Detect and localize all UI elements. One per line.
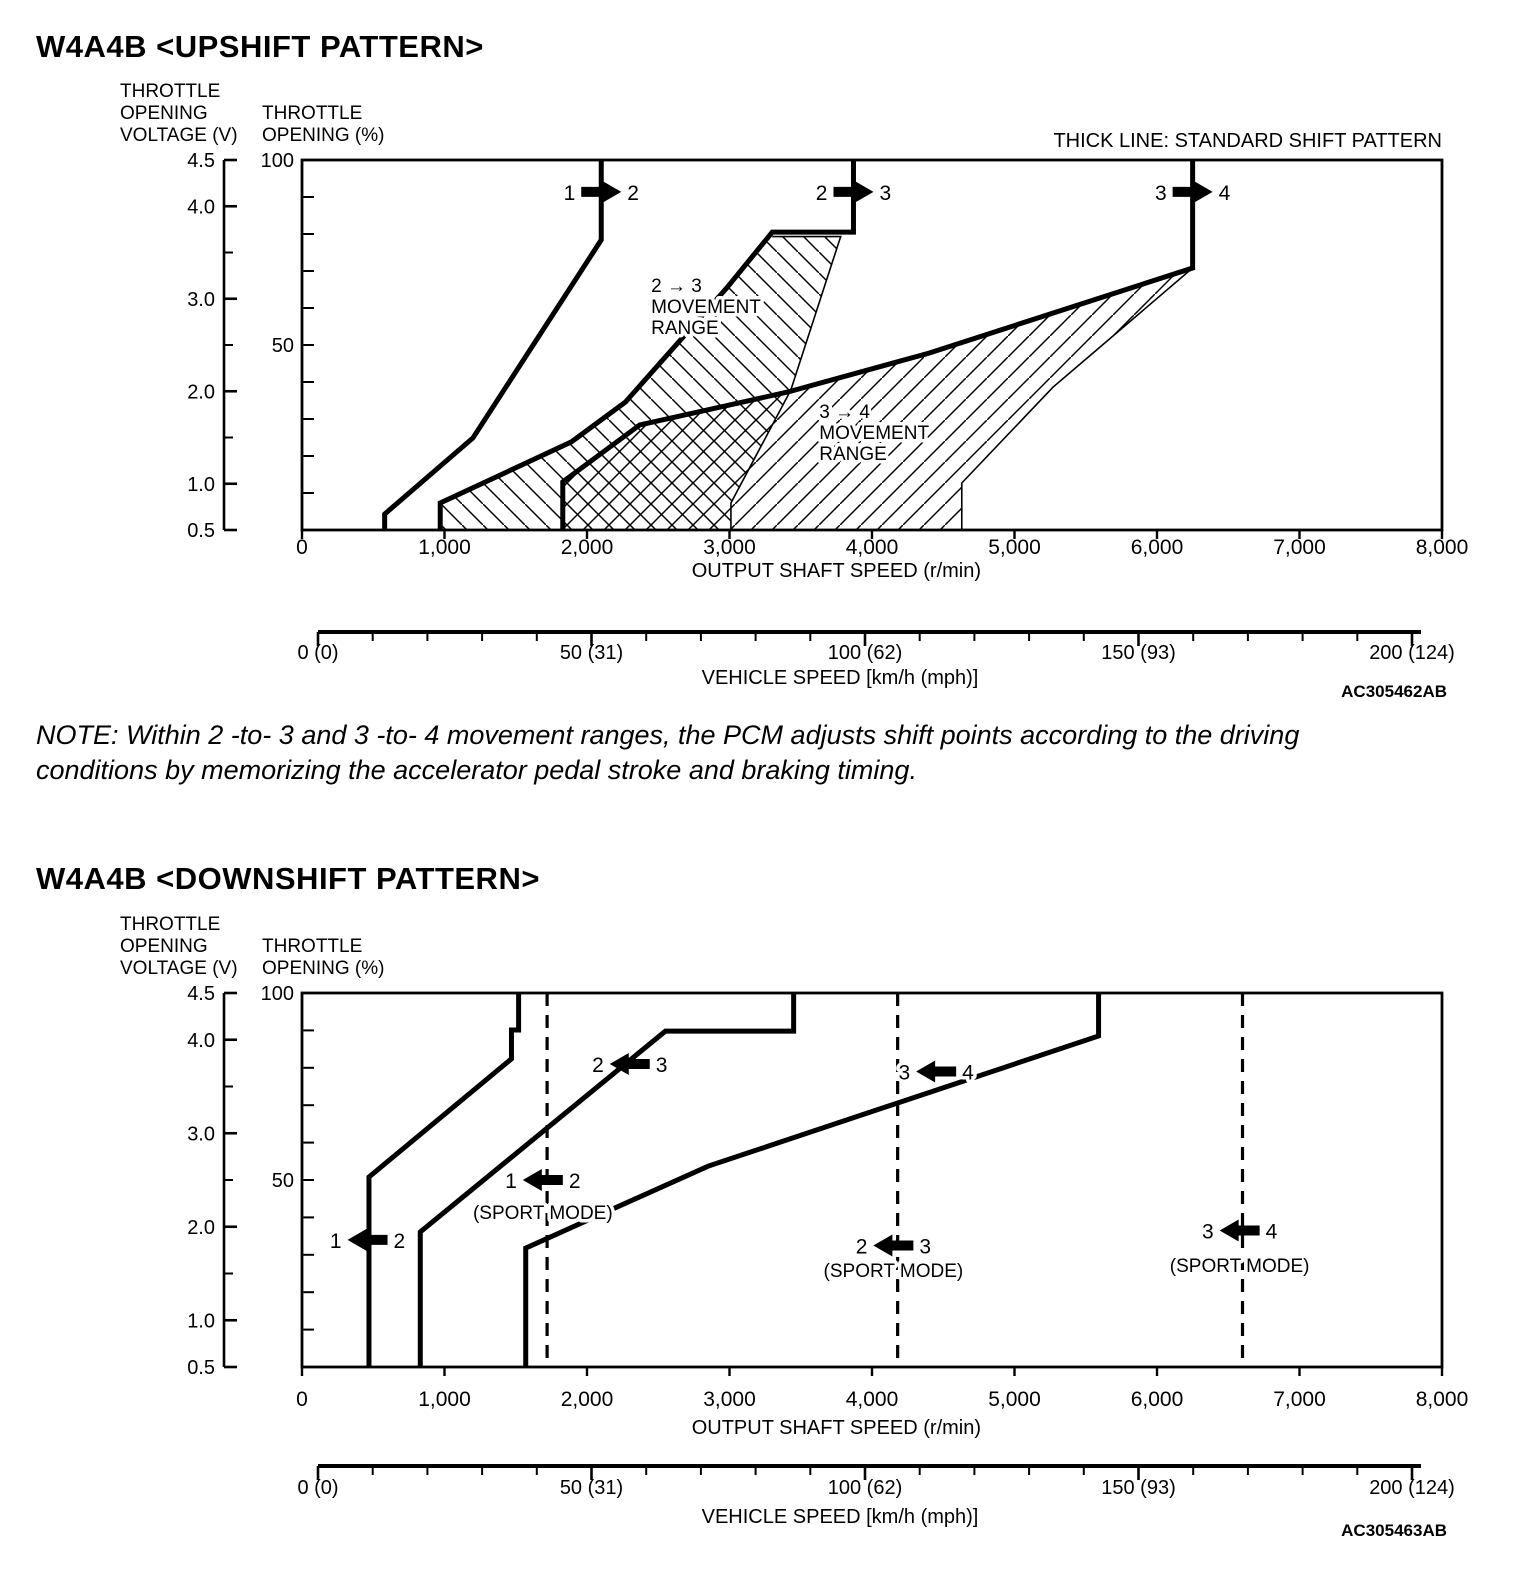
- svg-text:4.0: 4.0: [187, 1029, 215, 1052]
- svg-text:4,000: 4,000: [845, 1388, 899, 1411]
- left-block-arrow-icon: [523, 1169, 563, 1191]
- downshift-shift-label-3-4: [898, 1061, 974, 1085]
- svg-text:0 (0): 0 (0): [297, 1477, 339, 1499]
- svg-text:2,000: 2,000: [560, 1388, 614, 1411]
- svg-text:OPENING: OPENING: [120, 103, 208, 124]
- downshift-shift-label-1-2-sport: [473, 1169, 613, 1224]
- svg-text:THROTTLE: THROTTLE: [262, 103, 363, 124]
- downshift-shift-label-3-4-sport: [1170, 1219, 1310, 1276]
- svg-text:AC305463AB: AC305463AB: [1341, 1521, 1447, 1540]
- downshift-shift-1-2-line: [369, 993, 519, 1367]
- svg-text:150 (93): 150 (93): [1101, 642, 1176, 664]
- svg-text:3: 3: [879, 181, 892, 205]
- svg-text:OPENING (%): OPENING (%): [262, 125, 385, 146]
- svg-text:2: 2: [855, 1235, 868, 1259]
- svg-text:3,000: 3,000: [703, 1388, 756, 1411]
- note-line-1: NOTE: Within 2 -to- 3 and 3 -to- 4 movement ranges, the PCM adjusts shift points according to the driving: [36, 720, 1300, 750]
- svg-text:2: 2: [393, 1229, 406, 1253]
- svg-text:7,000: 7,000: [1273, 536, 1326, 559]
- svg-text:1: 1: [505, 1170, 517, 1193]
- svg-text:0.5: 0.5: [187, 520, 215, 542]
- svg-text:MOVEMENT: MOVEMENT: [819, 422, 930, 444]
- svg-text:THROTTLE: THROTTLE: [262, 936, 363, 957]
- svg-text:2,000: 2,000: [560, 536, 614, 559]
- svg-text:(SPORT MODE): (SPORT MODE): [823, 1260, 964, 1282]
- svg-text:2: 2: [627, 181, 639, 205]
- svg-text:OPENING (%): OPENING (%): [262, 958, 385, 979]
- svg-text:4: 4: [962, 1061, 974, 1085]
- svg-text:(SPORT MODE): (SPORT MODE): [472, 1202, 613, 1224]
- svg-text:0.5: 0.5: [187, 1357, 215, 1379]
- svg-text:2.0: 2.0: [187, 1216, 215, 1239]
- svg-text:OUTPUT SHAFT SPEED (r/min): OUTPUT SHAFT SPEED (r/min): [691, 560, 982, 582]
- svg-text:1.0: 1.0: [187, 1310, 215, 1333]
- svg-text:50: 50: [271, 1170, 294, 1192]
- svg-text:THROTTLE: THROTTLE: [120, 81, 221, 102]
- svg-text:3: 3: [919, 1235, 932, 1259]
- upshift-rpm-axis: [296, 530, 1468, 582]
- svg-text:VEHICLE SPEED [km/h (mph)]: VEHICLE SPEED [km/h (mph)]: [701, 1506, 979, 1528]
- downshift-plot-border: [302, 993, 1442, 1367]
- svg-text:3: 3: [898, 1061, 911, 1085]
- svg-text:1: 1: [329, 1229, 342, 1253]
- left-block-arrow-icon: [916, 1061, 956, 1083]
- svg-text:5,000: 5,000: [988, 536, 1041, 559]
- svg-text:3.0: 3.0: [187, 1123, 215, 1146]
- svg-text:0 (0): 0 (0): [297, 642, 339, 664]
- svg-text:4: 4: [1265, 1220, 1278, 1244]
- svg-text:THROTTLE: THROTTLE: [120, 914, 221, 935]
- svg-text:100: 100: [260, 150, 294, 172]
- svg-text:2: 2: [568, 1170, 581, 1193]
- svg-text:200 (124): 200 (124): [1369, 1477, 1455, 1499]
- upshift-throttle-pct-axis: [261, 103, 385, 493]
- svg-text:VOLTAGE (V): VOLTAGE (V): [120, 125, 238, 146]
- svg-text:(SPORT MODE): (SPORT MODE): [1169, 1255, 1310, 1277]
- svg-text:0: 0: [296, 1388, 308, 1411]
- downshift-shift-label-2-3: [592, 1053, 667, 1077]
- svg-text:2.0: 2.0: [187, 381, 215, 404]
- svg-text:2 → 3: 2 → 3: [651, 275, 702, 297]
- svg-text:1.0: 1.0: [187, 473, 215, 496]
- svg-text:1,000: 1,000: [418, 1388, 471, 1411]
- svg-text:200 (124): 200 (124): [1369, 642, 1455, 664]
- svg-text:100 (62): 100 (62): [827, 1477, 903, 1499]
- downshift-throttle-pct-axis: [261, 936, 385, 1330]
- downshift-shift-3-4-line: [526, 993, 1099, 1367]
- downshift-shift-label-2-3-sport: [824, 1234, 964, 1281]
- svg-text:100 (62): 100 (62): [827, 642, 903, 664]
- svg-text:2: 2: [815, 181, 828, 205]
- svg-text:3: 3: [655, 1054, 668, 1078]
- note-line-2: conditions by memorizing the accelerator pedal stroke and braking timing.: [36, 755, 917, 785]
- svg-text:4: 4: [1218, 181, 1231, 205]
- downshift-rpm-axis: [296, 1367, 1468, 1439]
- svg-text:OPENING: OPENING: [120, 936, 208, 957]
- svg-text:3 → 4: 3 → 4: [819, 401, 870, 423]
- svg-text:8,000: 8,000: [1415, 1388, 1469, 1411]
- downshift-shift-2-3-line: [420, 993, 793, 1367]
- svg-text:1: 1: [563, 181, 576, 205]
- svg-text:3,000: 3,000: [703, 536, 756, 559]
- downshift-chart: [120, 914, 1468, 1540]
- svg-text:50: 50: [271, 335, 294, 357]
- svg-text:3: 3: [1201, 1220, 1214, 1244]
- svg-text:50 (31): 50 (31): [559, 642, 624, 664]
- svg-text:150 (93): 150 (93): [1101, 1477, 1176, 1499]
- svg-text:6,000: 6,000: [1130, 1388, 1184, 1411]
- upshift-voltage-axis: [120, 81, 238, 542]
- svg-text:4.5: 4.5: [187, 150, 215, 172]
- upshift-chart-title: W4A4B <UPSHIFT PATTERN>: [36, 28, 484, 64]
- downshift-vehicle-speed-ruler: [297, 1466, 1454, 1540]
- svg-text:VEHICLE SPEED [km/h (mph)]: VEHICLE SPEED [km/h (mph)]: [701, 667, 979, 689]
- svg-text:4.0: 4.0: [187, 196, 215, 219]
- downshift-voltage-axis: [120, 914, 238, 1379]
- svg-text:RANGE: RANGE: [819, 443, 887, 465]
- downshift-chart-title: W4A4B <DOWNSHIFT PATTERN>: [36, 860, 540, 896]
- left-block-arrow-icon: [1220, 1219, 1260, 1241]
- svg-text:4,000: 4,000: [845, 536, 899, 559]
- svg-text:THICK LINE: STANDARD SHIFT PAT: THICK LINE: STANDARD SHIFT PATTERN: [1053, 130, 1442, 152]
- svg-text:OUTPUT SHAFT SPEED (r/min): OUTPUT SHAFT SPEED (r/min): [691, 1417, 982, 1439]
- svg-text:8,000: 8,000: [1415, 536, 1469, 559]
- svg-text:3.0: 3.0: [187, 288, 215, 311]
- svg-text:VOLTAGE (V): VOLTAGE (V): [120, 958, 238, 979]
- upshift-chart: [120, 81, 1468, 701]
- left-block-arrow-icon: [873, 1234, 913, 1256]
- svg-text:0: 0: [296, 536, 308, 559]
- svg-text:5,000: 5,000: [988, 1388, 1041, 1411]
- svg-text:4.5: 4.5: [187, 983, 215, 1005]
- svg-text:1,000: 1,000: [418, 536, 471, 559]
- upshift-vehicle-speed-ruler: [297, 632, 1454, 701]
- svg-text:MOVEMENT: MOVEMENT: [651, 296, 761, 318]
- svg-text:6,000: 6,000: [1130, 536, 1184, 559]
- svg-text:100: 100: [260, 983, 294, 1005]
- svg-text:AC305462AB: AC305462AB: [1341, 682, 1447, 701]
- svg-text:3: 3: [1154, 181, 1167, 205]
- svg-text:50 (31): 50 (31): [559, 1477, 624, 1499]
- svg-text:RANGE: RANGE: [651, 317, 719, 339]
- svg-text:2: 2: [592, 1054, 604, 1078]
- svg-text:7,000: 7,000: [1273, 1388, 1326, 1411]
